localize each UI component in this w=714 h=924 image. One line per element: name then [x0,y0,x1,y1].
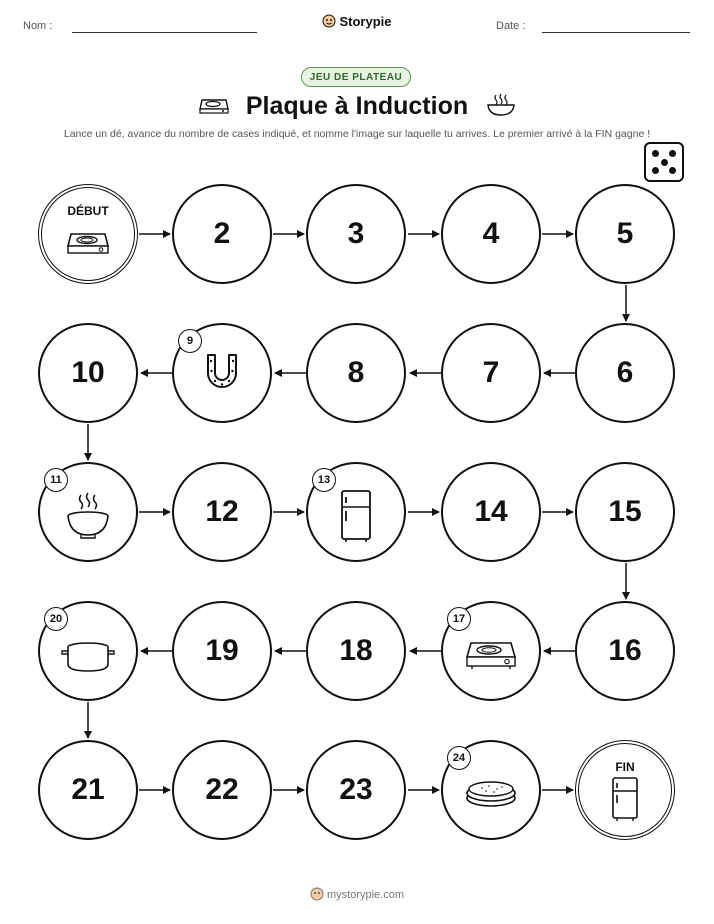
board-cell-image [172,323,272,423]
brand-name: Storypie [339,14,392,29]
board-cell: 7 [441,323,541,423]
board-cell: 12 [172,462,272,562]
board-cell: 2 [172,184,272,284]
pancake-icon [464,778,518,810]
end-label: FIN [615,760,635,774]
board-cell: 21 [38,740,138,840]
name-label: Nom : [23,20,53,32]
steaming-bowl-icon [63,491,113,541]
board-cell-start [38,184,138,284]
board-cell-image [306,462,406,562]
storypie-logo-icon [310,887,324,901]
board-cell: 4 [441,184,541,284]
cell-number-chip: 11 [44,468,68,492]
board-cell: 16 [575,601,675,701]
board-cell: 10 [38,323,138,423]
cooking-pot-icon [59,638,117,674]
cell-number-chip: 9 [178,329,202,353]
horseshoe-icon [198,349,246,397]
board-cell: 18 [306,601,406,701]
start-label: DÉBUT [67,204,109,218]
board-cell: 15 [575,462,675,562]
date-label: Date : [496,20,526,32]
induction-hob-icon [65,228,111,258]
board-cell: 22 [172,740,272,840]
fridge-icon [610,776,640,822]
board-cell: 6 [575,323,675,423]
board-cell: 3 [306,184,406,284]
board-cell-image [38,601,138,701]
instructions: Lance un dé, avance du nombre de cases indiqué, et nomme l'image sur laquelle tu arrives. Le premier arrivé à la FIN gagne ! [63,128,651,140]
board-cell-image [38,462,138,562]
board-cell-image [441,601,541,701]
board-cell: 5 [575,184,675,284]
board-cell-end [575,740,675,840]
footer [0,887,714,901]
board-cell: 14 [441,462,541,562]
board-cell: 23 [306,740,406,840]
board-cell: 8 [306,323,406,423]
induction-hob-icon [463,637,519,673]
cell-number-chip: 20 [44,607,68,631]
footer-url[interactable]: mystorypie.com [326,889,405,901]
cell-number-chip: 13 [312,468,336,492]
fridge-icon [338,489,374,543]
cell-number-chip: 17 [447,607,471,631]
board-cell: 19 [172,601,272,701]
cell-number-chip: 24 [447,746,471,770]
page-title: Plaque à Induction [245,92,469,120]
game-type-badge: JEU DE PLATEAU [301,67,411,87]
board-cell-image [441,740,541,840]
